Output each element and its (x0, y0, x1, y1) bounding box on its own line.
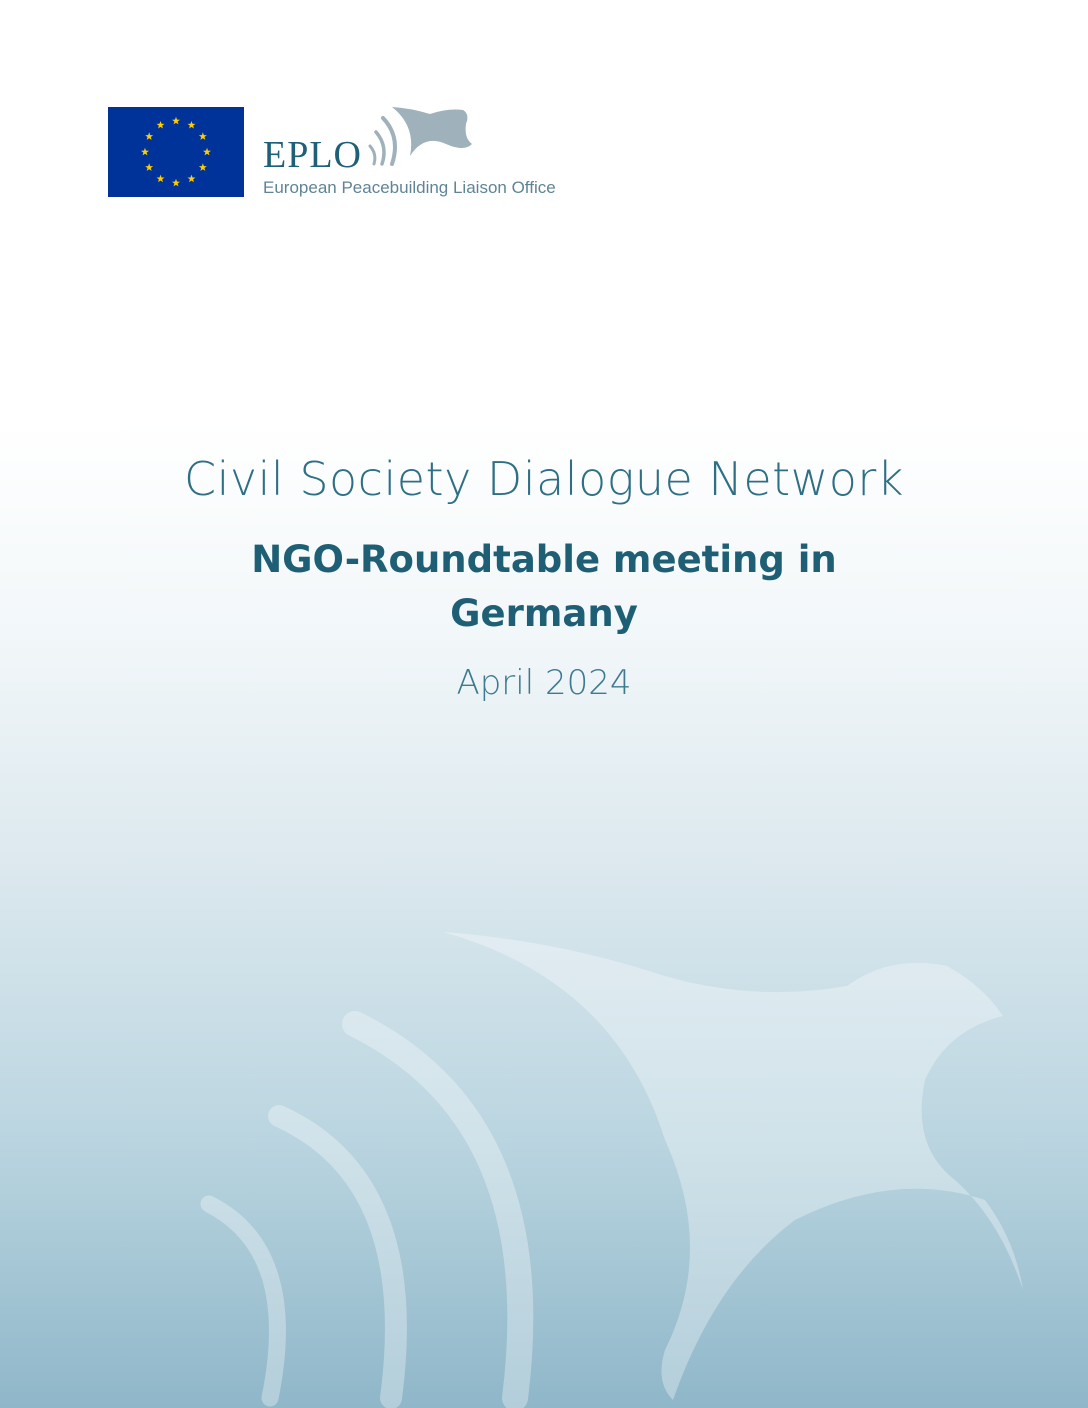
title-block (0, 452, 1088, 704)
dove-watermark-icon (195, 920, 1035, 1408)
series-title: Civil Society Dialogue Network (184, 452, 904, 506)
publication-date: April 2024 (456, 663, 632, 704)
main-title: NGO-Roundtable meeting in Germany (251, 538, 837, 636)
eplo-logo (260, 104, 580, 200)
eplo-logo-tagline: European Peacebuilding Liaison Office (263, 178, 556, 197)
eu-flag-logo (108, 107, 244, 197)
dove-logo-icon (368, 104, 478, 166)
eplo-logo-word: EPLO (263, 134, 362, 176)
